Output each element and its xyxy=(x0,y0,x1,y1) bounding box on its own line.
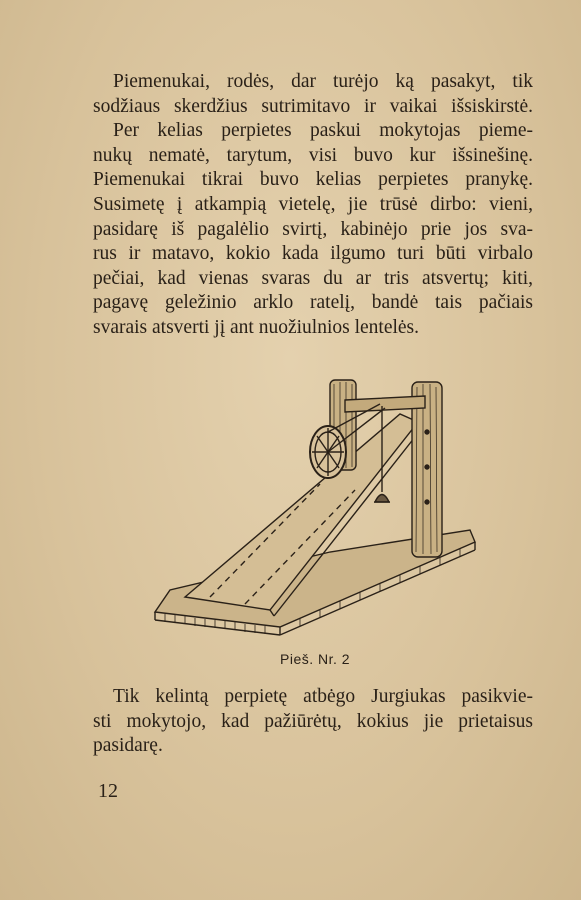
text-line: sodžiaus skerdžius sutrimitavo ir vaikai išsiskirstė. xyxy=(93,95,533,117)
text-line: pečiai, kad vienas svaras du ar tris atsvertų; kiti, xyxy=(93,267,533,289)
text-line: nukų nematė, tarytum, visi buvo kur išsinešinę. xyxy=(93,144,533,166)
figure-caption: Pieš. Nr. 2 xyxy=(280,651,351,667)
text-line: Susimetę į atkampią vietelę, jie trūsė dirbo: vieni, xyxy=(93,193,533,215)
paragraph-2 xyxy=(93,685,533,759)
page-number: 12 xyxy=(98,780,118,802)
text-line: pagavę geležinio arklo ratelį, bandė tais pačiais xyxy=(93,292,533,314)
text-line: rus ir matavo, kokio kada ilgumo turi būti virbalo xyxy=(93,243,533,265)
text-line: pasidarę. xyxy=(93,735,163,757)
text-line: sti mokytojo, kad pažiūrėtų, kokius jie prietaisus xyxy=(93,710,533,732)
text-line: Piemenukai tikrai buvo kelias perpietes pranykę. xyxy=(93,169,533,191)
text-line: Per kelias perpietes paskui mokytojas pieme- xyxy=(113,120,533,142)
text-line: Piemenukai, rodės, dar turėjo ką pasakyt, tik xyxy=(113,71,533,92)
inclined-plane-illustration xyxy=(150,372,480,642)
text-line: svarais atsverti jį ant nuožiulnios lentelės. xyxy=(93,316,420,338)
paragraph-1 xyxy=(93,70,533,341)
text-line: Tik kelintą perpietę atbėgo Jurgiukas pasikvie- xyxy=(113,686,533,707)
text-line: pasidarę iš pagalėlio svirtį, kabinėjo prie jos sva- xyxy=(93,218,533,240)
